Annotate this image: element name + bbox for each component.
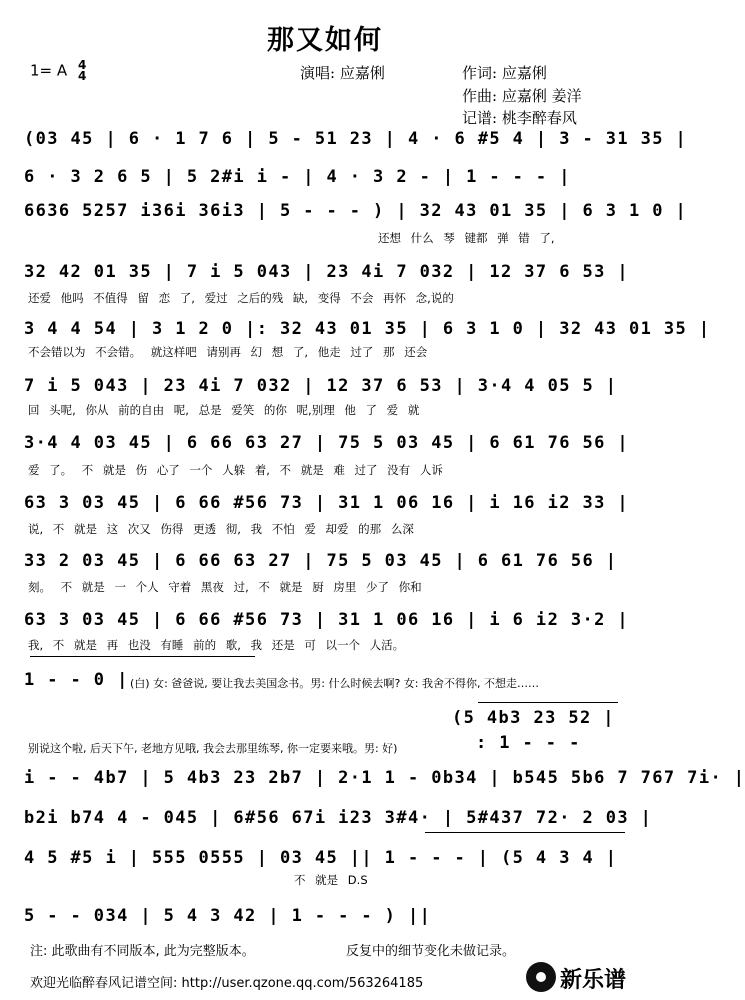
volta-bracket-1 [30,656,255,657]
key-signature: 1= A 4 4 [30,58,87,83]
notation-row-14: 4 5 #5 i | 555 0555 | 03 45 || 1 - - - | (5 4 3 4 | [24,848,618,868]
lyrics-row-3: 还想 什么 琴 键都 弹 错 了, [378,231,555,245]
logo-disc-icon [526,962,556,992]
notation-row-15: 5 - - 034 | 5 4 3 42 | 1 - - - ) || [24,906,432,926]
footnote-repeat: 反复中的细节变化未做记录。 [346,944,516,959]
dialog-line-2: 别说这个啦, 后天下午, 老地方见哦, 我会去那里练琴, 你一定要来哦。男: 好) [28,742,398,755]
lyrics-row-10: 我, 不 就是 再 也没 有睡 前的 歌, 我 还是 可 以一个 人活。 [28,638,405,652]
notation-row-12: i - - 4b7 | 5 4b3 23 2b7 | 2·1 1 - 0b34 | b545 5b6 7 767 7i· | [24,768,745,788]
volta-bracket-2 [478,702,618,703]
notation-row-7: 3·4 4 03 45 | 6 66 63 27 | 75 5 03 45 | 6 61 76 56 | [24,433,630,453]
notation-row-11: 1 - - 0 | [24,670,129,690]
notation-row-2: 6 · 3 2 6 5 | 5 2#i i - | 4 · 3 2 - | 1 - - - | [24,167,571,187]
notation-row-10: 63 3 03 45 | 6 66 #56 73 | 31 1 06 16 | i 6 i2 3·2 | [24,610,630,630]
composer-credit: 作曲: 应嘉俐 姜洋 [462,87,582,105]
notation-row-4: 32 42 01 35 | 7 i 5 043 | 23 4i 7 032 | 12 37 6 53 | [24,262,630,282]
interlude-notation: (5 4b3 23 52 | [452,708,615,728]
transcriber-credit: 记谱: 桃李醉春风 [462,109,577,127]
lyrics-row-8: 说, 不 就是 这 次又 伤得 更透 彻, 我 不怕 爱 却爱 的那 么深 [28,522,414,536]
notation-row-9: 33 2 03 45 | 6 66 63 27 | 75 5 03 45 | 6 61 76 56 | [24,551,618,571]
notation-row-13: b2i b74 4 - 045 | 6#56 67i i23 3#4· | 5#437 72· 2 03 | [24,808,653,828]
notation-row-8: 63 3 03 45 | 6 66 #56 73 | 31 1 06 16 | i 16 i2 33 | [24,493,630,513]
lyricist-credit: 作词: 应嘉俐 [462,64,547,82]
lyrics-row-14: 不 就是 D.S [294,873,368,887]
song-title: 那又如何 [267,25,383,56]
singer-credit: 演唱: 应嘉俐 [300,64,385,82]
notation-row-3: 6636 5257 i36i 36i3 | 5 - - - ) | 32 43 01 35 | 6 3 1 0 | [24,201,688,221]
site-logo: 新乐谱 [560,968,627,993]
lyrics-row-6: 回 头呢, 你从 前的自由 呢, 总是 爱笑 的你 呢,别理 他 了 爱 就 [28,403,420,417]
lyrics-row-5: 不会错以为 不会错。 就这样吧 请别再 幻 想 了, 他走 过了 那 还会 [28,345,428,359]
lyrics-row-7: 爱 了。 不 就是 伤 心了 一个 人躲 着, 不 就是 难 过了 没有 人诉 [28,463,443,477]
notation-row-5: 3 4 4 54 | 3 1 2 0 |: 32 43 01 35 | 6 3 1 0 | 32 43 01 35 | [24,319,711,339]
interlude-end-notation: : 1 - - - [476,733,581,753]
welcome-url: 欢迎光临醉春风记谱空间: http://user.qzone.qq.com/563264185 [30,976,424,991]
dialog-line-1: (白) 女: 爸爸说, 要让我去美国念书。男: 什么时候去啊? 女: 我舍不得你, 不想走…… [130,677,540,690]
notation-row-1: (03 45 | 6 · 1 7 6 | 5 - 51 23 | 4 · 6 #5 4 | 3 - 31 35 | [24,129,688,149]
volta-bracket-3 [425,832,625,833]
lyrics-row-9: 刻。 不 就是 一 个人 守着 黑夜 过, 不 就是 厨 房里 少了 你和 [28,580,422,594]
time-signature-bottom: 4 [77,69,87,83]
lyrics-row-4: 还爱 他吗 不值得 留 恋 了, 爱过 之后的残 缺, 变得 不会 再怀 念,说的 [28,291,454,305]
time-signature-top: 4 [77,58,87,72]
footnote-version: 注: 此歌曲有不同版本, 此为完整版本。 [30,944,255,959]
notation-row-6: 7 i 5 043 | 23 4i 7 032 | 12 37 6 53 | 3·4 4 05 5 | [24,376,618,396]
